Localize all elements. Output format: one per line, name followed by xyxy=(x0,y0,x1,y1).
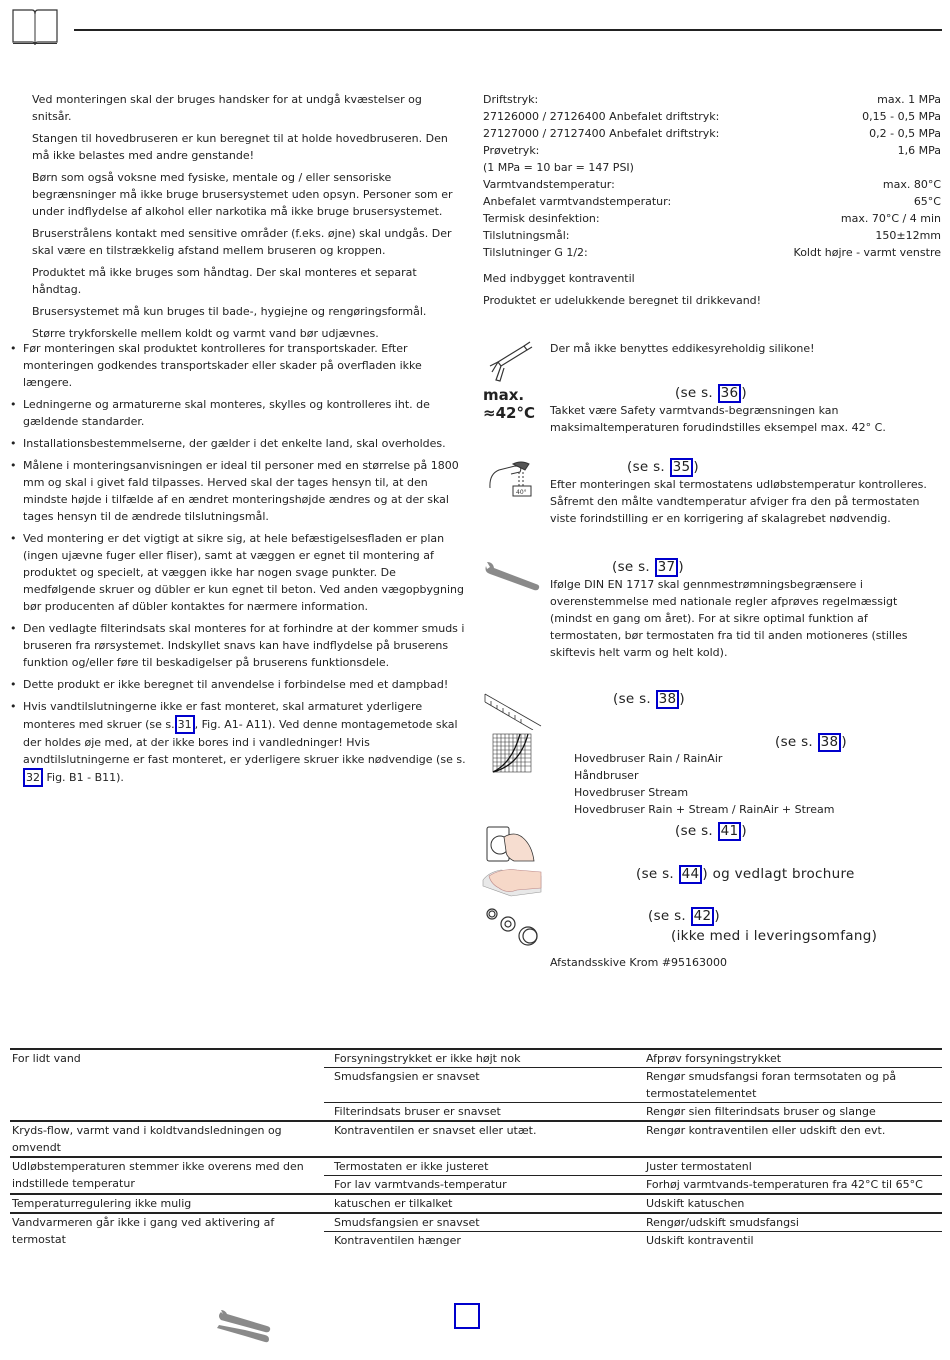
tech-row xyxy=(483,227,941,244)
tech-label: 27127000 / 27127400 Anbefalet driftstryk: xyxy=(483,127,720,140)
installation-bullet: • Dette produkt er ikke beregnet til anvendelse i forbindelse med et dampbad! xyxy=(10,676,468,693)
technical-data xyxy=(483,91,941,314)
tech-value: 65°C xyxy=(913,195,941,208)
tech-label: Tilslutningsmål: xyxy=(483,229,570,242)
accessories-subtitle: (ikke med i leveringsomfang) xyxy=(671,928,878,944)
remedy-cell: Forhøj varmtvands-temperaturen fra 42°C til 65°C xyxy=(644,1176,942,1195)
installation-bullet: • Målene i monteringsanvisningen er ideal til personer med en størrelse på 1800 mm og skal i givet fald tilpasses. Herved skal der tages hensyn til, at den mindste højde i tilfælde af en ændret monteringshøjde ændres og at der skal tages hensyn til de ændrede tilslutningsmål. xyxy=(10,457,468,525)
safety-paragraph: Større trykforskelle mellem koldt og varmt vand bør udjævnes. xyxy=(32,327,379,340)
tech-value: Koldt højre - varmt venstre xyxy=(793,246,941,259)
drinking-water-note: Produktet er udelukkende beregnet til drikkevand! xyxy=(483,294,762,307)
ref-suffix: ) xyxy=(741,823,747,839)
hand-cloth-icon xyxy=(481,866,543,900)
flow-graph-icon xyxy=(492,733,532,773)
table-row xyxy=(10,1194,942,1213)
page-ref-link[interactable]: 44 xyxy=(679,865,703,884)
flow-item: Hovedbruser Rain + Stream / RainAir + Stream xyxy=(574,803,835,816)
page-ref-link[interactable]: 37 xyxy=(655,558,679,577)
remedy-cell: Rengør smudsfangsi foran termsotaten og på termostatelementet xyxy=(644,1068,942,1103)
problem-cell: For lidt vand xyxy=(10,1049,324,1121)
cause-cell: Filterindsats bruser er snavset xyxy=(324,1103,644,1122)
cause-cell: Termostaten er ikke justeret xyxy=(324,1157,644,1176)
ref-suffix: ) xyxy=(841,734,847,750)
temp-label: ≈42°C xyxy=(483,404,535,422)
tech-row xyxy=(483,91,941,108)
tech-value: 1,6 MPa xyxy=(897,144,941,157)
ref-prefix: (se s. xyxy=(612,559,655,575)
cleaning-ref xyxy=(636,865,855,884)
flow-list xyxy=(574,750,934,818)
tools-icon xyxy=(215,1308,273,1348)
ref-prefix: (se s. xyxy=(648,908,691,924)
max-label: max. xyxy=(483,386,525,404)
tech-row xyxy=(483,176,941,193)
tech-label: 27126000 / 27126400 Anbefalet driftstryk: xyxy=(483,110,720,123)
cause-cell: Smudsfangsien er snavset xyxy=(324,1068,644,1103)
table-row xyxy=(10,1213,942,1232)
thermometer-hand-icon xyxy=(487,458,535,498)
caulking-gun-icon xyxy=(484,340,534,385)
ref-suffix: ) xyxy=(678,559,684,575)
accessory-item: Afstandsskive Krom #95163000 xyxy=(550,956,728,969)
tech-value: 0,2 - 0,5 MPa xyxy=(869,127,941,140)
cause-cell: Forsyningstrykket er ikke højt nok xyxy=(324,1049,644,1068)
remedy-cell: Afprøv forsyningstrykket xyxy=(644,1049,942,1068)
maintenance-ref xyxy=(612,558,684,577)
table-row xyxy=(10,1049,942,1068)
cause-cell: Kontraventilen hænger xyxy=(324,1232,644,1250)
safety-paragraph: Produktet må ikke bruges som håndtag. Der skal monteres et separat håndtag. xyxy=(32,266,417,296)
dimensions-ref xyxy=(613,690,685,709)
page-ref-link[interactable]: 32 xyxy=(23,768,43,787)
remedy-cell: Rengør/udskift smudsfangsi xyxy=(644,1213,942,1232)
tech-label: (1 MPa = 10 bar = 147 PSI) xyxy=(483,161,634,174)
calibration-text: Efter monteringen skal termostatens udløbstemperatur kontrolleres. Såfremt den målte vandtemperatur afviger fra den på termostaten viste forindstilling er en korrigering af skalagrebet nødvendig. xyxy=(550,478,927,525)
tech-value: 0,15 - 0,5 MPa xyxy=(862,110,941,123)
ref-suffix: ) xyxy=(693,459,699,475)
cause-cell: Kontraventilen er snavset eller utæt. xyxy=(324,1121,644,1157)
tech-value: max. 80°C xyxy=(882,178,941,191)
tech-label: Anbefalet varmtvandstemperatur: xyxy=(483,195,672,208)
tech-row xyxy=(483,210,941,227)
page-ref-link[interactable]: 35 xyxy=(670,458,694,477)
safety-limit-text: Takket være Safety varmtvands-begrænsningen kan maksimaltemperaturen forudindstilles eksempel max. 42° C. xyxy=(550,404,886,434)
safety-limit-ref xyxy=(675,384,747,403)
spare-parts-icon xyxy=(484,906,542,946)
tech-row xyxy=(483,142,941,159)
ref-prefix: (se s. xyxy=(775,734,818,750)
table-row xyxy=(10,1157,942,1176)
tech-row xyxy=(483,244,941,261)
installation-bullet: • Den vedlagte filterindsats skal monteres for at forhindre at der kommer smuds i bruseren fra rørsystemet. Indskyllet snavs kan have indflydelse på bruserens funktion og/eller føre til beskadigelser på bruserens funktionsdele. xyxy=(10,620,468,671)
safety-paragraph: Bruserstrålens kontakt med sensitive områder (f.eks. øjne) skal undgås. Der skal være en tilstrækkelig afstand mellem bruseren og kroppen. xyxy=(32,227,452,257)
check-valve-note: Med indbygget kontraventil xyxy=(483,272,635,285)
bullet-text: Fig. B1 - B11). xyxy=(43,771,124,784)
tech-row xyxy=(483,159,941,176)
page-ref-link[interactable]: 36 xyxy=(718,384,742,403)
ref-prefix: (se s. xyxy=(613,691,656,707)
flow-item: Hovedbruser Rain / RainAir xyxy=(574,752,723,765)
safety-notes xyxy=(32,91,460,347)
header-rule xyxy=(74,29,942,31)
installation-bullet: • Installationsbestemmelserne, der gælder i det enkelte land, skal overholdes. xyxy=(10,435,468,452)
flow-item: Hovedbruser Stream xyxy=(574,786,689,799)
tech-value: max. 1 MPa xyxy=(877,93,941,106)
page-number-box[interactable] xyxy=(454,1303,480,1329)
ref-prefix: (se s. xyxy=(675,823,718,839)
ref-suffix: ) og vedlagt brochure xyxy=(702,866,855,882)
ref-suffix: ) xyxy=(679,691,685,707)
table-row xyxy=(10,1121,942,1157)
remedy-cell: Udskift katuschen xyxy=(644,1194,942,1213)
safety-paragraph: Børn som også voksne med fysiske, mentale og / eller sensoriske begrænsninger må ikke bruge brusersystemet uden opsyn. Personer som er under indflydelse af alkohol eller narkotika må ikke bruge brusersystemet. xyxy=(32,171,453,218)
flow-item: Håndbruser xyxy=(574,769,639,782)
tech-label: Prøvetryk: xyxy=(483,144,540,157)
bullet-text: , Fig. A1- A11). Ved denne montagemetode skal der holdes øje med, at der ikke bores ind i vandledninger! Hvis avndtilslutningerne er fast monteret, er yderligere skruer ikke nødvendige (se s. xyxy=(23,718,466,766)
tech-label: Tilslutninger G 1/2: xyxy=(483,246,588,259)
problem-cell: Kryds-flow, varmt vand i koldtvandsledningen og omvendt xyxy=(10,1121,324,1157)
maintenance-text: Ifølge DIN EN 1717 skal gennmestrømningsbegrænsere i overenstemmelse med nationale regler afprøves regelmæssigt (mindst en gang om året). For at sikre optimal funktion af termostaten, bør termostaten fra tid til anden motioneres (stilles skiftevis helt varm og helt kold). xyxy=(550,578,908,659)
ref-prefix: (se s. xyxy=(627,459,670,475)
ref-suffix: ) xyxy=(714,908,720,924)
remedy-cell: Juster termostatenl xyxy=(644,1157,942,1176)
tech-value: 150±12mm xyxy=(875,229,941,242)
page-ref-link[interactable]: 42 xyxy=(691,907,715,926)
page-ref-link[interactable]: 38 xyxy=(818,733,842,752)
bullet-text: Hvis vandtilslutningerne ikke er fast monteret, skal armaturet yderligere monteres med skruer (se s. xyxy=(23,700,423,731)
remedy-cell: Rengør kontraventilen eller udskift den evt. xyxy=(644,1121,942,1157)
troubleshooting-table xyxy=(10,1048,942,1249)
safety-paragraph: Stangen til hovedbruseren er kun beregnet til at holde hovedbruseren. Den må ikke belastes med andre genstande! xyxy=(32,132,448,162)
page-ref-link[interactable]: 31 xyxy=(175,715,195,734)
tech-label: Driftstryk: xyxy=(483,93,539,106)
ref-suffix: ) xyxy=(741,385,747,401)
problem-cell: Udløbstemperaturen stemmer ikke overens med den indstillede temperatur xyxy=(10,1157,324,1194)
installation-bullet: • Ledningerne og armaturerne skal monteres, skylles og kontrolleres iht. de gældende standarder. xyxy=(10,396,468,430)
svg-text:40°: 40° xyxy=(516,489,527,496)
problem-cell: Vandvarmeren går ikke i gang ved aktivering af termostat xyxy=(10,1213,324,1249)
page-ref-link[interactable]: 41 xyxy=(718,822,742,841)
installation-bullet: • Ved montering er det vigtigt at sikre sig, at hele befæstigelsesfladen er plan (ingen ujævne fuger eller fliser), samt at væggen er egnet til montering af produktet og specielt, at væggen ikke har nogen svage punkter. De medfølgende skruer og dübler er kun egnet til beton. Ved anden vægopbygning bør producenten af dübler kontaktes for nærmere information. xyxy=(10,530,468,615)
cause-cell: Smudsfangsien er snavset xyxy=(324,1213,644,1232)
operation-ref xyxy=(675,822,747,841)
hand-dial-icon xyxy=(484,823,536,865)
ref-prefix: (se s. xyxy=(675,385,718,401)
installation-bullet: • Før monteringen skal produktet kontrolleres for transportskader. Efter monteringen godkendes transportskader eller skader på overfladen ikke længere. xyxy=(10,340,468,391)
safety-paragraph: Brusersystemet må kun bruges til bade-, hygiejne og rengøringsformål. xyxy=(32,305,427,318)
cause-cell: For lav varmtvands-temperatur xyxy=(324,1176,644,1195)
remedy-cell: Rengør sien filterindsats bruser og slange xyxy=(644,1103,942,1122)
cause-cell: katuschen er tilkalket xyxy=(324,1194,644,1213)
tech-value: max. 70°C / 4 min xyxy=(840,212,941,225)
problem-cell: Temperaturregulering ikke mulig xyxy=(10,1194,324,1213)
max-temp-icon xyxy=(483,386,553,422)
accessories-ref xyxy=(648,907,720,926)
installation-bullet-screws xyxy=(10,698,468,787)
tech-label: Termisk desinfektion: xyxy=(483,212,600,225)
ref-prefix: (se s. xyxy=(636,866,679,882)
tech-row xyxy=(483,193,941,210)
silicone-warning: Der må ikke benyttes eddikesyreholdig silikone! xyxy=(550,342,815,355)
wrench-icon xyxy=(482,560,542,595)
calibration-ref xyxy=(627,458,699,477)
page-ref-link[interactable]: 38 xyxy=(656,690,680,709)
book-icon xyxy=(12,8,58,46)
ruler-icon xyxy=(483,690,543,730)
tech-row xyxy=(483,125,941,142)
safety-paragraph: Ved monteringen skal der bruges handsker for at undgå kvæstelser og snitsår. xyxy=(32,93,422,123)
installation-notes xyxy=(10,340,468,792)
remedy-cell: Udskift kontraventil xyxy=(644,1232,942,1250)
tech-row xyxy=(483,108,941,125)
tech-label: Varmtvandstemperatur: xyxy=(483,178,615,191)
